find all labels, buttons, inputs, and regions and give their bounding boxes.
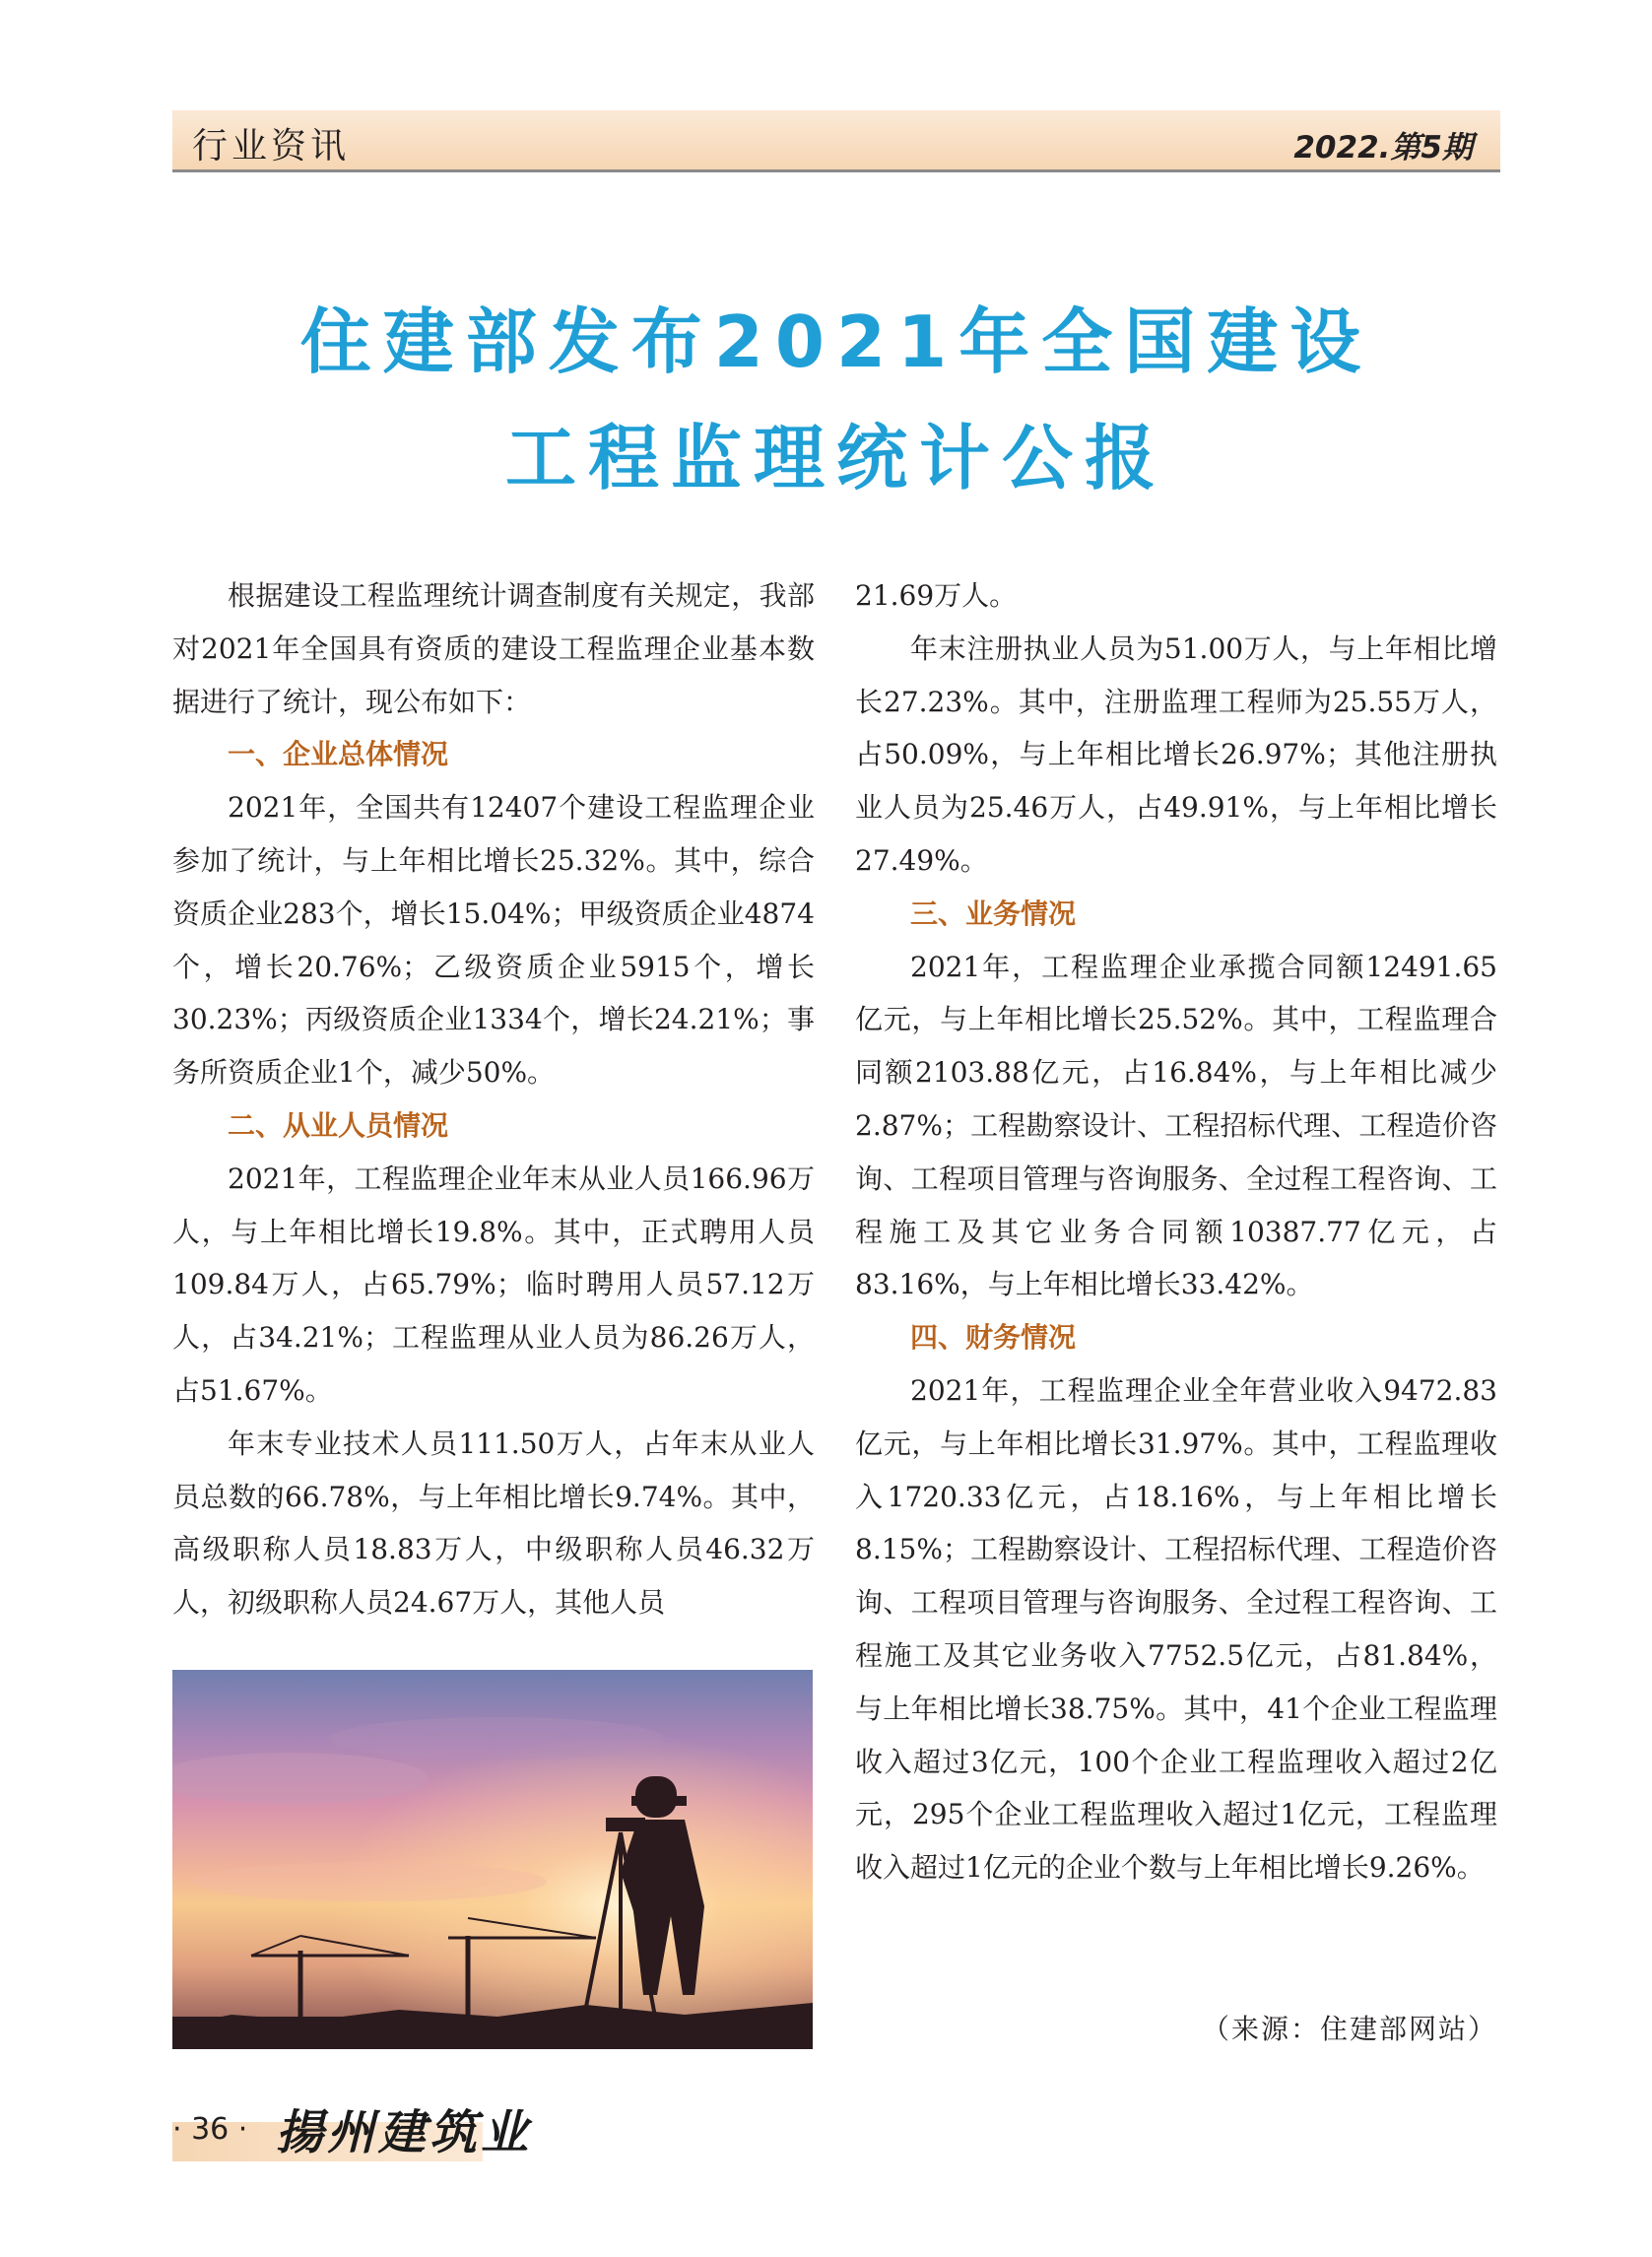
paragraph-business: 2021年，工程监理企业承揽合同额12491.65亿元，与上年相比增长25.52%。其中，工程监理合同额2103.88亿元，占16.84%，与上年相比减少2.87%；工程勘察设计、工程招标代理、工程造价咨询、工程项目管理与咨询服务、全过程工程咨询、工程施工及其它业务合同额10387.77亿元，占83.16%，与上年相比增长33.42%。: [855, 950, 1497, 1301]
section-heading-enterprise: 一、企业总体情况: [228, 738, 449, 771]
section-label: 行业资讯: [192, 126, 351, 166]
paragraph-technical-staff: 年末专业技术人员111.50万人，占年末从业人员总数的66.78%，与上年相比增长9.74%。其中，高级职称人员18.83万人，中级职称人员46.32万人，初级职称人员24.67万人，其他人员: [172, 1427, 815, 1620]
title-line-2: 工程监理统计公报: [504, 417, 1167, 499]
paragraph-technical-staff-continued: 21.69万人。: [855, 579, 1018, 612]
title-line-1: 住建部发布2021年全国建设: [299, 300, 1373, 383]
magazine-logo: 揚州建筑业: [276, 2105, 533, 2160]
source-note: （来源：住建部网站）: [1201, 2013, 1497, 2045]
section-heading-finance: 四、财务情况: [910, 1321, 1077, 1355]
page-number: · 36 ·: [172, 2112, 248, 2147]
issue-label: 2022.第5期: [1293, 130, 1473, 166]
left-column: [172, 569, 815, 1629]
section-heading-business: 三、业务情况: [910, 896, 1077, 930]
article-title: [172, 284, 1500, 516]
right-column: [855, 569, 1497, 1894]
header-band: [172, 110, 1500, 172]
paragraph-finance: 2021年，工程监理企业全年营业收入9472.83亿元，与上年相比增长31.97%。其中，工程监理收入1720.33亿元，占18.16%，与上年相比增长8.15%；工程勘察设计、工程招标代理、工程造价咨询、工程项目管理与咨询服务、全过程工程咨询、工程施工及其它业务收入7752.5亿元，占81.84%，与上年相比增长38.75%。其中，41个企业工程监理收入超过3亿元，100个企业工程监理收入超过2亿元，295个企业工程监理收入超过1亿元，工程监理收入超过1亿元的企业个数与上年相比增长9.26%。: [855, 1373, 1497, 1885]
paragraph-personnel: 2021年，工程监理企业年末从业人员166.96万人，与上年相比增长19.8%。其中，正式聘用人员109.84万人，占65.79%；临时聘用人员57.12万人，占34.21%；工程监理从业人员为86.26万人，占51.67%。: [172, 1162, 815, 1407]
construction-sunset-photo: [172, 1670, 813, 2049]
photo-illustration: [172, 1670, 813, 2049]
section-heading-personnel: 二、从业人员情况: [228, 1108, 449, 1142]
paragraph-registered-staff: 年末注册执业人员为51.00万人，与上年相比增长27.23%。其中，注册监理工程师为25.55万人，占50.09%，与上年相比增长26.97%；其他注册执业人员为25.46万人，占49.91%，与上年相比增长27.49%。: [855, 631, 1497, 877]
paragraph-enterprise: 2021年，全国共有12407个建设工程监理企业参加了统计，与上年相比增长25.32%。其中，综合资质企业283个，增长15.04%；甲级资质企业4874个，增长20.76%；乙级资质企业5915个，增长30.23%；丙级资质企业1334个，增长24.21%；事务所资质企业1个，减少50%。: [172, 791, 815, 1090]
intro-paragraph: 根据建设工程监理统计调查制度有关规定，我部对2021年全国具有资质的建设工程监理企业基本数据进行了统计，现公布如下：: [172, 579, 815, 718]
